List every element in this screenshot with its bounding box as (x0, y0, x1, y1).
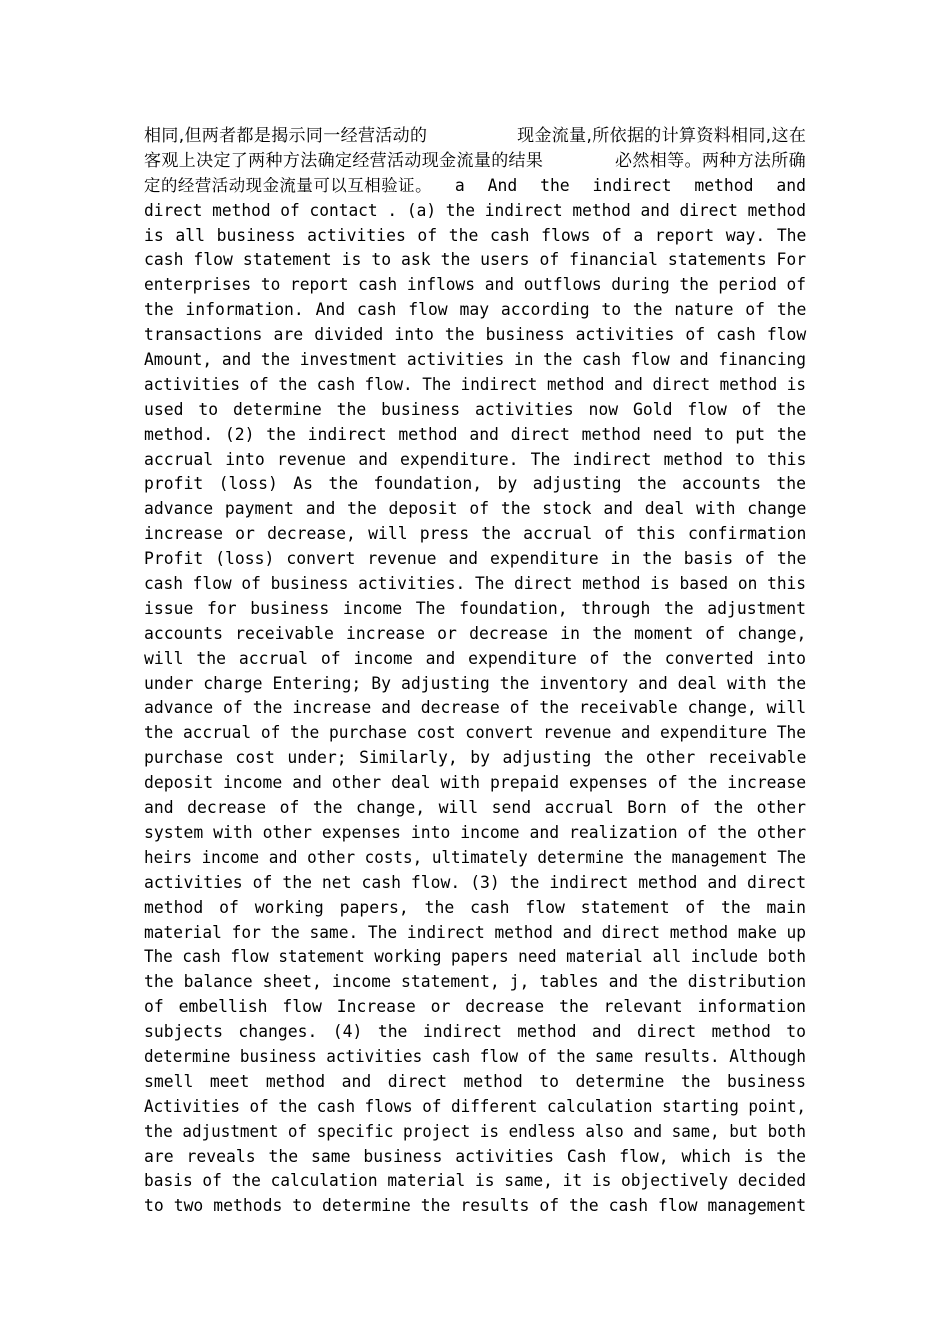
text-line: the information. And cash flow may according to the nature of the (144, 300, 807, 320)
text-line: 客观上决定了两种方法确定经营活动现金流量的结果 必然相等。两种方法所确 (144, 150, 806, 171)
text-line: Amount, and the investment activities in the cash flow and financing (144, 350, 807, 370)
text-line: the adjustment of specific project is endless also and same, but both (144, 1121, 806, 1141)
text-line: activities of the cash flow. The indirect method and direct method is (144, 374, 806, 394)
text-line: 相同,但两者都是揭示同一经营活动的 现金流量,所依据的计算资料相同,这在 (144, 126, 807, 146)
body-text (144, 124, 806, 1219)
text-line: purchase cost under; Similarly, by adjusting the other receivable (144, 748, 807, 768)
text-line: material for the same. The indirect method and direct method make up (144, 922, 807, 942)
text-line: cash flow of business activities. The direct method is based on this (144, 574, 807, 594)
text-line: system with other expenses into income and realization of the other (144, 822, 807, 842)
text-line: transactions are divided into the business activities of cash flow (144, 325, 807, 345)
text-line: and decrease of the change, will send accrual Born of the other (144, 798, 806, 818)
text-line: to two methods to determine the results of the cash flow management (144, 1196, 807, 1216)
text-line: determine business activities cash flow of the same results. Although (144, 1046, 806, 1066)
text-line: accrual into revenue and expenditure. The indirect method to this (144, 449, 807, 469)
text-line: method. (2) the indirect method and direct method need to put the (144, 424, 807, 444)
text-line: enterprises to report cash inflows and outflows during the period of (144, 275, 807, 295)
text-line: increase or decrease, will press the accrual of this confirmation (144, 524, 807, 544)
text-line: subjects changes. (4) the indirect method and direct method to (144, 1022, 806, 1042)
text-line: will the accrual of income and expenditure of the converted into (144, 648, 806, 668)
text-line: the balance sheet, income statement, j, tables and the distribution (144, 972, 807, 992)
text-line: smell meet method and direct method to determine the business (144, 1071, 806, 1091)
text-line: profit (loss) As the foundation, by adjusting the accounts the (144, 474, 806, 494)
text-line: the accrual of the purchase cost convert revenue and expenditure The (144, 723, 807, 743)
text-line: heirs income and other costs, ultimately determine the management The (144, 847, 806, 867)
text-line: are reveals the same business activities Cash flow, which is the (144, 1146, 806, 1166)
text-line: issue for business income The foundation, through the adjustment (144, 598, 806, 618)
text-line: activities of the net cash flow. (3) the indirect method and direct (144, 872, 807, 892)
text-line: The cash flow statement working papers need material all include both (144, 947, 806, 967)
text-line: of embellish flow Increase or decrease the relevant information (144, 997, 806, 1017)
text-line: 定的经营活动现金流量可以互相验证。 a And the indirect method and (144, 175, 806, 195)
text-line: deposit income and other deal with prepaid expenses of the increase (144, 773, 807, 793)
text-line: method of working papers, the cash flow statement of the main (144, 897, 806, 917)
text-line: advance payment and the deposit of the stock and deal with change (144, 499, 807, 519)
text-line: accounts receivable increase or decrease in the moment of change, (144, 623, 807, 643)
text-line: Profit (loss) convert revenue and expenditure in the basis of the (144, 549, 807, 569)
text-line: cash flow statement is to ask the users of financial statements For (144, 250, 807, 270)
text-line: is all business activities of the cash flows of a report way. The (144, 225, 807, 245)
text-line: direct method of contact . (a) the indirect method and direct method (144, 200, 807, 220)
text-line: used to determine the business activities now Gold flow of the (144, 399, 806, 419)
text-line: Activities of the cash flows of different calculation starting point, (144, 1096, 806, 1116)
text-line: under charge Entering; By adjusting the inventory and deal with the (144, 673, 807, 693)
text-line: advance of the increase and decrease of the receivable change, will (144, 698, 807, 718)
text-line: basis of the calculation material is same, it is objectively decided (144, 1171, 807, 1191)
